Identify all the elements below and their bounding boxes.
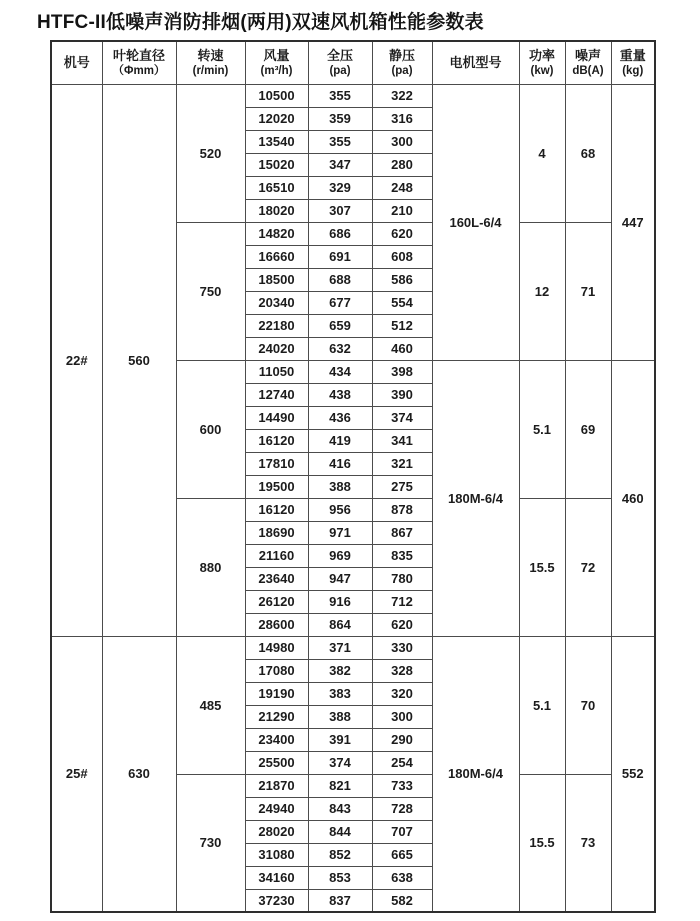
airflow-cell: 16120 xyxy=(245,429,308,452)
static-pressure-cell: 638 xyxy=(372,866,432,889)
static-pressure-cell: 728 xyxy=(372,797,432,820)
power-cell: 5.1 xyxy=(519,360,565,498)
total-pressure-cell: 916 xyxy=(308,590,372,613)
weight-cell: 552 xyxy=(611,636,655,912)
airflow-cell: 24940 xyxy=(245,797,308,820)
total-pressure-cell: 837 xyxy=(308,889,372,912)
airflow-cell: 15020 xyxy=(245,153,308,176)
static-pressure-cell: 300 xyxy=(372,705,432,728)
total-pressure-cell: 416 xyxy=(308,452,372,475)
airflow-cell: 21870 xyxy=(245,774,308,797)
total-pressure-cell: 821 xyxy=(308,774,372,797)
total-pressure-cell: 388 xyxy=(308,475,372,498)
static-pressure-cell: 665 xyxy=(372,843,432,866)
static-pressure-cell: 290 xyxy=(372,728,432,751)
header-machine-no xyxy=(51,41,102,84)
airflow-cell: 10500 xyxy=(245,84,308,107)
static-pressure-cell: 330 xyxy=(372,636,432,659)
static-pressure-cell: 867 xyxy=(372,521,432,544)
page-title: HTFC-II低噪声消防排烟(两用)双速风机箱性能参数表 xyxy=(37,12,484,33)
airflow-cell: 14980 xyxy=(245,636,308,659)
airflow-cell: 12740 xyxy=(245,383,308,406)
total-pressure-cell: 956 xyxy=(308,498,372,521)
static-pressure-cell: 460 xyxy=(372,337,432,360)
noise-cell: 71 xyxy=(565,222,611,360)
airflow-cell: 31080 xyxy=(245,843,308,866)
airflow-cell: 23640 xyxy=(245,567,308,590)
power-cell: 12 xyxy=(519,222,565,360)
header-label: 重量 xyxy=(619,47,646,63)
total-pressure-cell: 355 xyxy=(308,84,372,107)
noise-cell: 72 xyxy=(565,498,611,636)
machine-no-cell: 25# xyxy=(51,636,102,912)
total-pressure-cell: 691 xyxy=(308,245,372,268)
speed-cell: 880 xyxy=(176,498,245,636)
static-pressure-cell: 582 xyxy=(372,889,432,912)
airflow-cell: 37230 xyxy=(245,889,308,912)
total-pressure-cell: 632 xyxy=(308,337,372,360)
header-label: 风量 xyxy=(263,47,290,63)
static-pressure-cell: 322 xyxy=(372,84,432,107)
weight-cell: 447 xyxy=(611,84,655,360)
header-label: 电机型号 xyxy=(449,54,502,70)
total-pressure-cell: 969 xyxy=(308,544,372,567)
impeller-diameter-cell: 560 xyxy=(102,84,176,636)
airflow-cell: 17810 xyxy=(245,452,308,475)
static-pressure-cell: 341 xyxy=(372,429,432,452)
airflow-cell: 11050 xyxy=(245,360,308,383)
airflow-cell: 18690 xyxy=(245,521,308,544)
total-pressure-cell: 359 xyxy=(308,107,372,130)
power-cell: 4 xyxy=(519,84,565,222)
speed-cell: 485 xyxy=(176,636,245,774)
motor-model-cell: 180M-6/4 xyxy=(432,360,519,636)
static-pressure-cell: 320 xyxy=(372,682,432,705)
static-pressure-cell: 248 xyxy=(372,176,432,199)
airflow-cell: 14490 xyxy=(245,406,308,429)
header-label: 转速 xyxy=(197,47,224,63)
speed-cell: 600 xyxy=(176,360,245,498)
motor-model-cell: 180M-6/4 xyxy=(432,636,519,912)
static-pressure-cell: 328 xyxy=(372,659,432,682)
static-pressure-cell: 316 xyxy=(372,107,432,130)
total-pressure-cell: 388 xyxy=(308,705,372,728)
total-pressure-cell: 843 xyxy=(308,797,372,820)
header-unit: (kg) xyxy=(622,64,644,77)
header-impeller-diameter xyxy=(102,41,176,84)
static-pressure-cell: 608 xyxy=(372,245,432,268)
speed-cell: 750 xyxy=(176,222,245,360)
static-pressure-cell: 398 xyxy=(372,360,432,383)
total-pressure-cell: 688 xyxy=(308,268,372,291)
header-airflow xyxy=(245,41,308,84)
airflow-cell: 20340 xyxy=(245,291,308,314)
airflow-cell: 25500 xyxy=(245,751,308,774)
power-cell: 15.5 xyxy=(519,774,565,912)
static-pressure-cell: 210 xyxy=(372,199,432,222)
airflow-cell: 13540 xyxy=(245,130,308,153)
total-pressure-cell: 853 xyxy=(308,866,372,889)
impeller-diameter-cell: 630 xyxy=(102,636,176,912)
static-pressure-cell: 878 xyxy=(372,498,432,521)
total-pressure-cell: 307 xyxy=(308,199,372,222)
static-pressure-cell: 712 xyxy=(372,590,432,613)
total-pressure-cell: 971 xyxy=(308,521,372,544)
table-row xyxy=(51,636,655,659)
static-pressure-cell: 620 xyxy=(372,222,432,245)
total-pressure-cell: 419 xyxy=(308,429,372,452)
total-pressure-cell: 852 xyxy=(308,843,372,866)
fan-performance-table xyxy=(50,40,656,913)
total-pressure-cell: 947 xyxy=(308,567,372,590)
noise-cell: 69 xyxy=(565,360,611,498)
header-label: 叶轮直径 xyxy=(112,47,165,63)
airflow-cell: 17080 xyxy=(245,659,308,682)
power-cell: 5.1 xyxy=(519,636,565,774)
noise-cell: 68 xyxy=(565,84,611,222)
static-pressure-cell: 374 xyxy=(372,406,432,429)
header-row xyxy=(51,41,655,84)
total-pressure-cell: 677 xyxy=(308,291,372,314)
noise-cell: 73 xyxy=(565,774,611,912)
header-unit: (r/min) xyxy=(192,64,229,77)
airflow-cell: 21290 xyxy=(245,705,308,728)
motor-model-cell: 160L-6/4 xyxy=(432,84,519,360)
header-noise xyxy=(565,41,611,84)
airflow-cell: 16120 xyxy=(245,498,308,521)
header-label: 功率 xyxy=(528,47,555,63)
airflow-cell: 19190 xyxy=(245,682,308,705)
airflow-cell: 34160 xyxy=(245,866,308,889)
static-pressure-cell: 586 xyxy=(372,268,432,291)
header-total-pressure xyxy=(308,41,372,84)
header-unit: (m³/h) xyxy=(260,64,293,77)
speed-cell: 520 xyxy=(176,84,245,222)
power-cell: 15.5 xyxy=(519,498,565,636)
total-pressure-cell: 382 xyxy=(308,659,372,682)
static-pressure-cell: 280 xyxy=(372,153,432,176)
airflow-cell: 23400 xyxy=(245,728,308,751)
header-unit: （Φmm） xyxy=(112,64,166,77)
total-pressure-cell: 329 xyxy=(308,176,372,199)
total-pressure-cell: 434 xyxy=(308,360,372,383)
airflow-cell: 28020 xyxy=(245,820,308,843)
total-pressure-cell: 347 xyxy=(308,153,372,176)
airflow-cell: 22180 xyxy=(245,314,308,337)
airflow-cell: 24020 xyxy=(245,337,308,360)
static-pressure-cell: 512 xyxy=(372,314,432,337)
static-pressure-cell: 835 xyxy=(372,544,432,567)
total-pressure-cell: 864 xyxy=(308,613,372,636)
header-label: 噪声 xyxy=(574,47,601,63)
total-pressure-cell: 371 xyxy=(308,636,372,659)
static-pressure-cell: 780 xyxy=(372,567,432,590)
airflow-cell: 16660 xyxy=(245,245,308,268)
static-pressure-cell: 321 xyxy=(372,452,432,475)
static-pressure-cell: 254 xyxy=(372,751,432,774)
static-pressure-cell: 390 xyxy=(372,383,432,406)
header-unit: (kw) xyxy=(530,64,554,77)
airflow-cell: 16510 xyxy=(245,176,308,199)
static-pressure-cell: 554 xyxy=(372,291,432,314)
total-pressure-cell: 686 xyxy=(308,222,372,245)
header-unit: (pa) xyxy=(391,64,413,77)
airflow-cell: 21160 xyxy=(245,544,308,567)
total-pressure-cell: 391 xyxy=(308,728,372,751)
airflow-cell: 26120 xyxy=(245,590,308,613)
header-motor-model xyxy=(432,41,519,84)
static-pressure-cell: 275 xyxy=(372,475,432,498)
static-pressure-cell: 707 xyxy=(372,820,432,843)
airflow-cell: 12020 xyxy=(245,107,308,130)
speed-cell: 730 xyxy=(176,774,245,912)
table-row xyxy=(51,84,655,107)
header-speed xyxy=(176,41,245,84)
airflow-cell: 28600 xyxy=(245,613,308,636)
machine-no-cell: 22# xyxy=(51,84,102,636)
airflow-cell: 18500 xyxy=(245,268,308,291)
header-unit: dB(A) xyxy=(572,64,604,77)
header-unit: (pa) xyxy=(329,64,351,77)
total-pressure-cell: 436 xyxy=(308,406,372,429)
total-pressure-cell: 383 xyxy=(308,682,372,705)
airflow-cell: 14820 xyxy=(245,222,308,245)
airflow-cell: 18020 xyxy=(245,199,308,222)
header-static-pressure xyxy=(372,41,432,84)
weight-cell: 460 xyxy=(611,360,655,636)
static-pressure-cell: 300 xyxy=(372,130,432,153)
header-weight xyxy=(611,41,655,84)
total-pressure-cell: 659 xyxy=(308,314,372,337)
airflow-cell: 19500 xyxy=(245,475,308,498)
static-pressure-cell: 733 xyxy=(372,774,432,797)
static-pressure-cell: 620 xyxy=(372,613,432,636)
total-pressure-cell: 374 xyxy=(308,751,372,774)
header-power xyxy=(519,41,565,84)
total-pressure-cell: 355 xyxy=(308,130,372,153)
total-pressure-cell: 438 xyxy=(308,383,372,406)
noise-cell: 70 xyxy=(565,636,611,774)
header-label: 静压 xyxy=(388,47,415,63)
total-pressure-cell: 844 xyxy=(308,820,372,843)
header-label: 全压 xyxy=(326,47,353,63)
header-label: 机号 xyxy=(63,54,90,70)
